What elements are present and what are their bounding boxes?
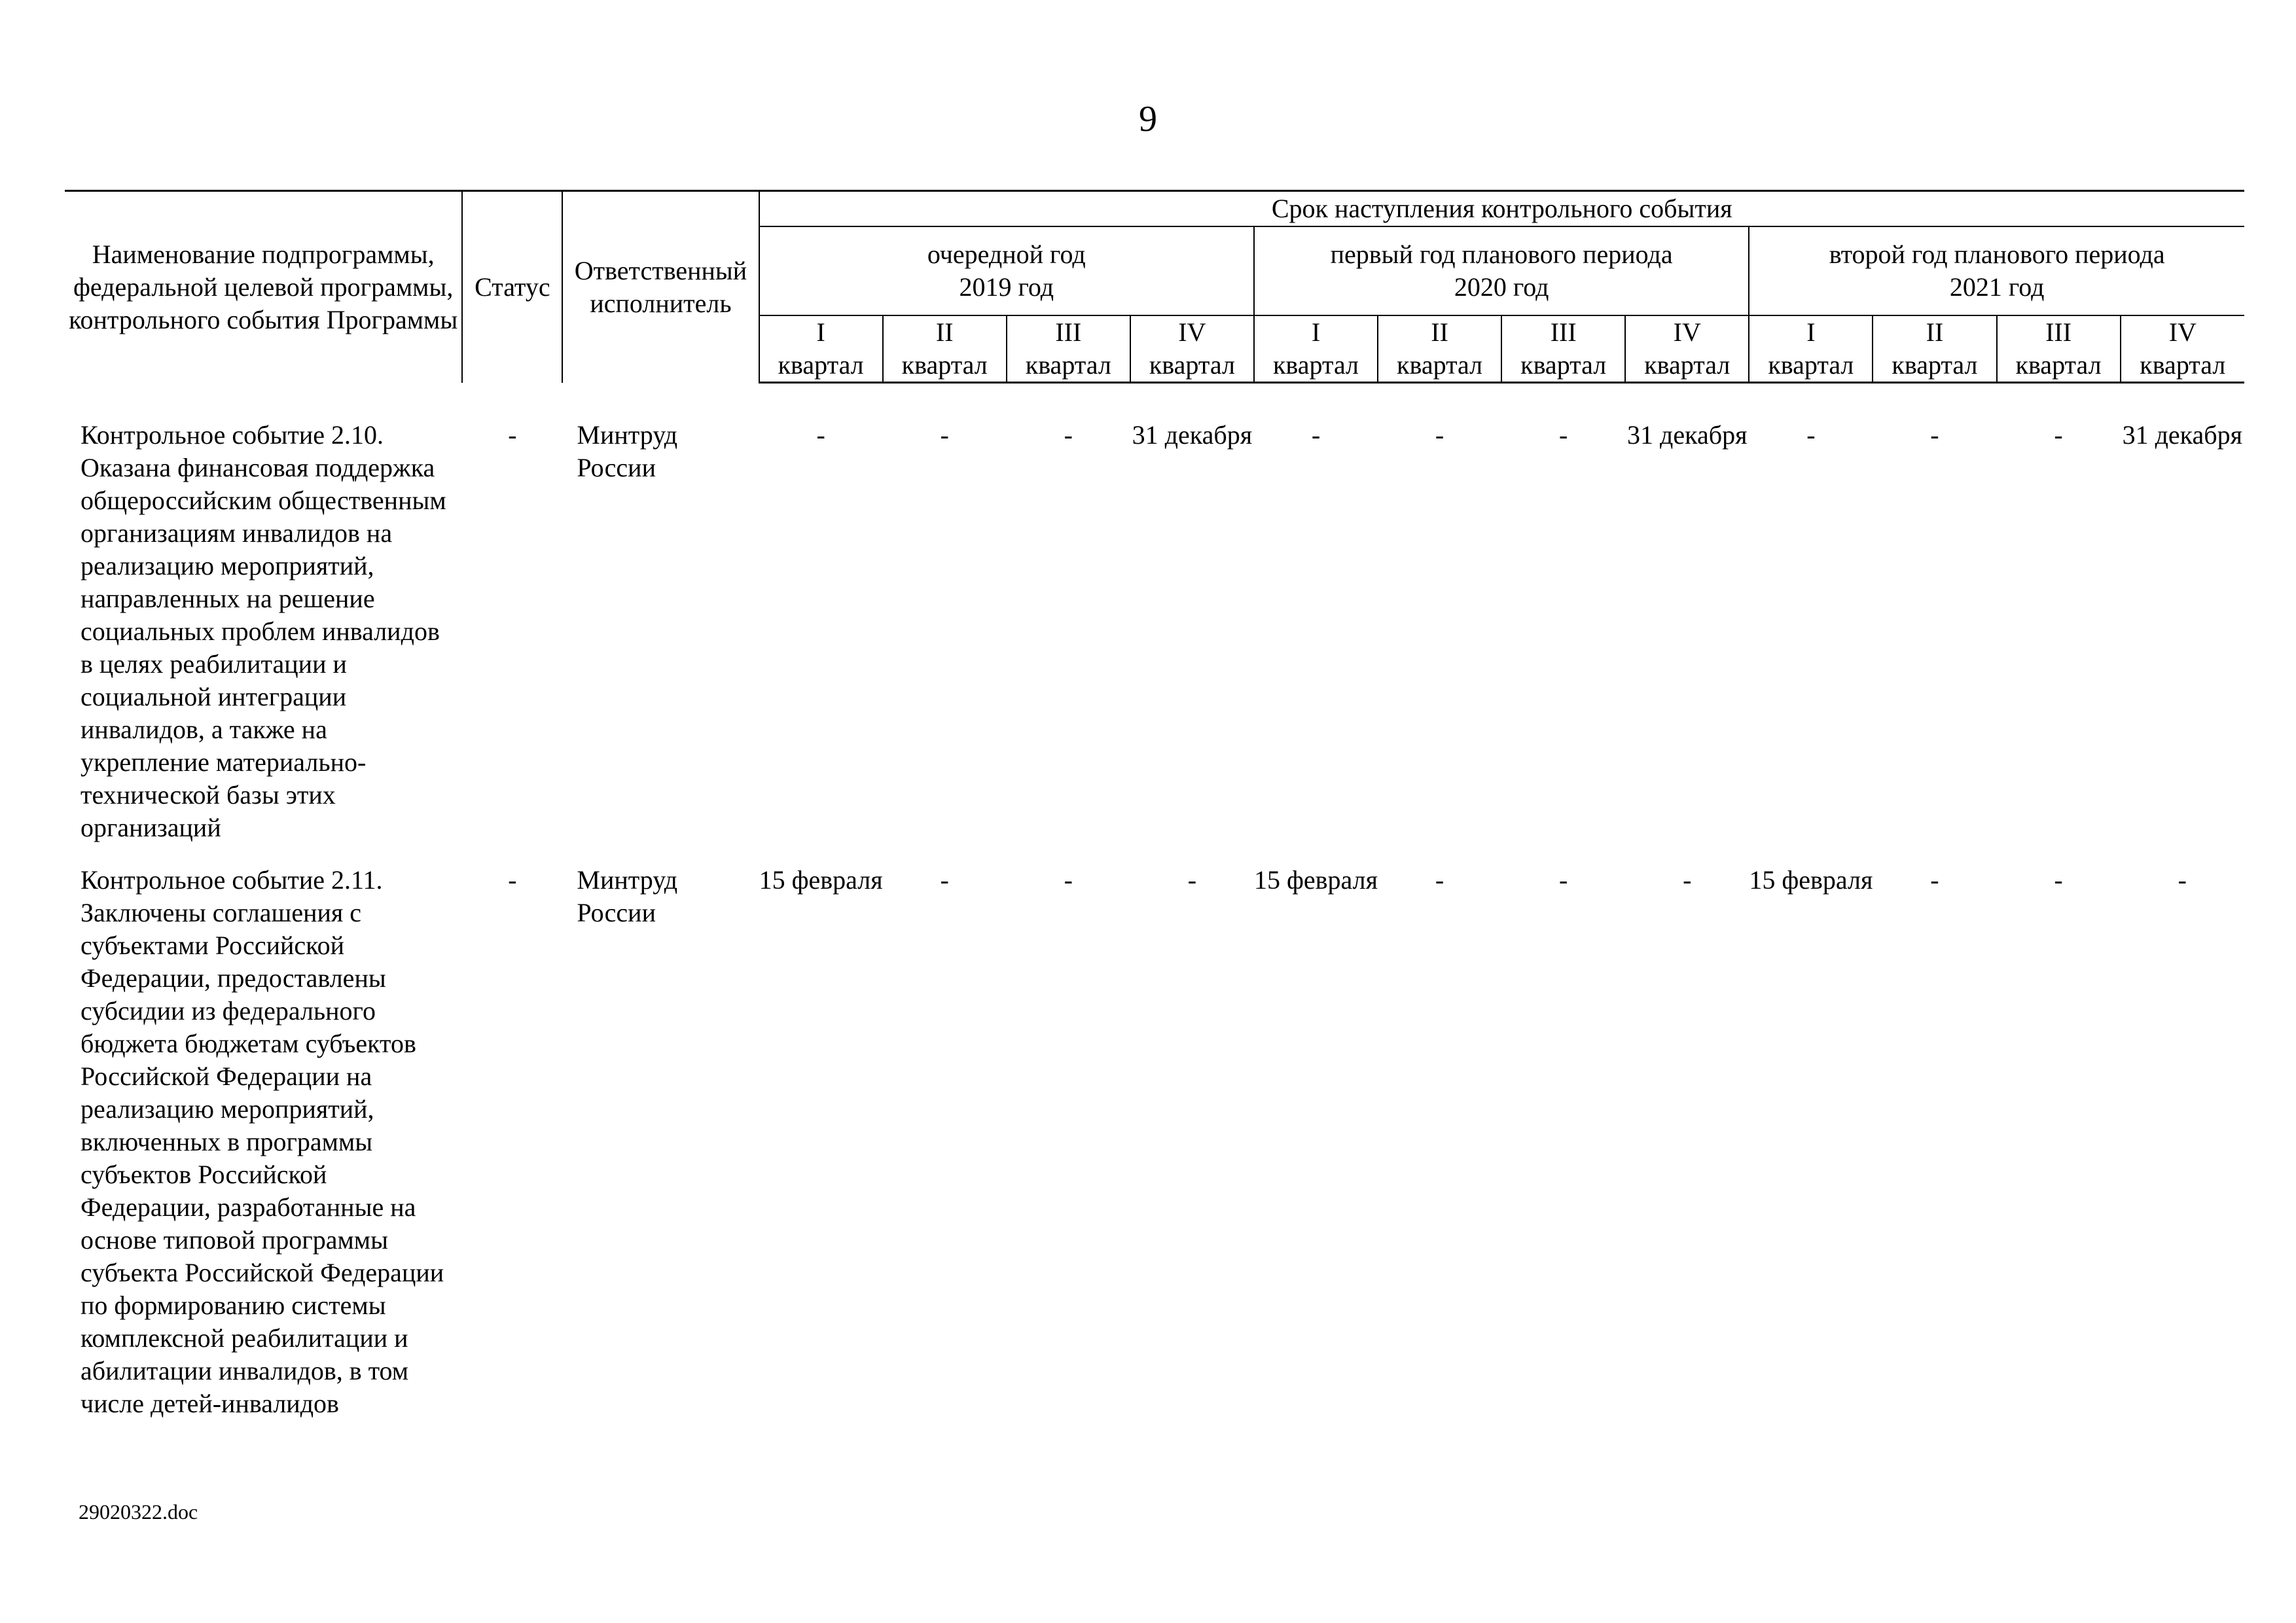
status-cell: - — [508, 865, 517, 895]
quarter-deadline-cell: 15 февраля — [759, 865, 883, 895]
quarter-deadline-cell: 15 февраля — [1749, 865, 1873, 895]
header-deadline-group: Срок наступления контрольного события — [759, 191, 2244, 227]
page-number: 9 — [1139, 99, 1157, 139]
quarter-deadline-cell: - — [1559, 420, 1568, 450]
quarter-deadline-cell: 15 февраля — [1253, 865, 1378, 895]
control-events-table — [65, 190, 2244, 1440]
quarter-deadline-cell: - — [940, 865, 949, 895]
quarter-deadline-cell: - — [1806, 420, 1816, 450]
executor-cell: Минтруд России — [577, 865, 678, 927]
quarter-deadline-cell: - — [1559, 865, 1568, 895]
header-year-2021: второй год планового периода 2021 год — [1749, 226, 2244, 315]
quarter-deadline-cell: - — [1187, 865, 1197, 895]
quarter-deadline-cell: - — [940, 420, 949, 450]
quarter-deadline-cell: - — [1930, 865, 1939, 895]
document-filename: 29020322.doc — [79, 1500, 198, 1524]
header-year-2020: первый год планового периода 2020 год — [1254, 226, 1749, 315]
table-body — [65, 383, 2244, 1440]
header-executor-column: Ответственный исполнитель — [562, 191, 759, 383]
quarter-header: III квартал — [1007, 315, 1130, 383]
quarter-deadline-cell: - — [1930, 420, 1939, 450]
executor-cell: Минтруд России — [577, 420, 678, 482]
quarter-deadline-cell: - — [2178, 865, 2187, 895]
table-row — [65, 864, 2244, 1440]
quarter-header: III квартал — [1997, 315, 2121, 383]
quarter-deadline-cell: - — [1683, 865, 1692, 895]
quarter-deadline-cell: - — [1064, 420, 1073, 450]
status-cell: - — [508, 420, 517, 450]
quarter-header: II квартал — [1378, 315, 1501, 383]
quarter-deadline-cell: - — [1435, 420, 1444, 450]
quarter-deadline-cell: - — [816, 420, 825, 450]
quarter-deadline-cell: 31 декабря — [1627, 420, 1748, 450]
table-row — [65, 419, 2244, 864]
quarter-header: III квартал — [1501, 315, 1625, 383]
quarter-header: IV квартал — [2121, 315, 2244, 383]
event-name-cell: Контрольное событие 2.10. Оказана финансовая поддержка общероссийским общественным организациям инвалидов на реализацию мероприятий, направленных на решение социальных проблем инвалидов в целях реабилитации и социальной интеграции инвалидов, а также на укрепление материально-технической базы этих организаций — [81, 420, 446, 842]
quarter-deadline-cell: 31 декабря — [2122, 420, 2243, 450]
quarter-header: IV квартал — [1130, 315, 1254, 383]
header-status-column: Статус — [462, 191, 562, 383]
quarter-deadline-cell: - — [1311, 420, 1321, 450]
quarter-header: I квартал — [1749, 315, 1873, 383]
quarter-header: II квартал — [883, 315, 1007, 383]
header-name-column: Наименование подпрограммы, федеральной целевой программы, контрольного события Программы — [65, 191, 462, 383]
quarter-header: I квартал — [1254, 315, 1378, 383]
quarter-deadline-cell: - — [1064, 865, 1073, 895]
event-name-cell: Контрольное событие 2.11. Заключены соглашения с субъектами Российской Федерации, предоставлены субсидии из федерального бюджета бюджетам субъектов Российской Федерации на реализацию мероприятий, включенных в программы субъектов Российской Федерации, разработанные на основе типовой программы субъекта Российской Федерации по формированию системы комплексной реабилитации и абилитации инвалидов, в том числе детей-инвалидов — [81, 865, 444, 1418]
header-year-2019: очередной год 2019 год — [759, 226, 1254, 315]
quarter-header: I квартал — [759, 315, 883, 383]
quarter-header: II квартал — [1873, 315, 1996, 383]
quarter-header: IV квартал — [1625, 315, 1749, 383]
quarter-deadline-cell: - — [2054, 420, 2063, 450]
quarter-deadline-cell: - — [2054, 865, 2063, 895]
quarter-deadline-cell: 31 декабря — [1132, 420, 1253, 450]
quarter-deadline-cell: - — [1435, 865, 1444, 895]
